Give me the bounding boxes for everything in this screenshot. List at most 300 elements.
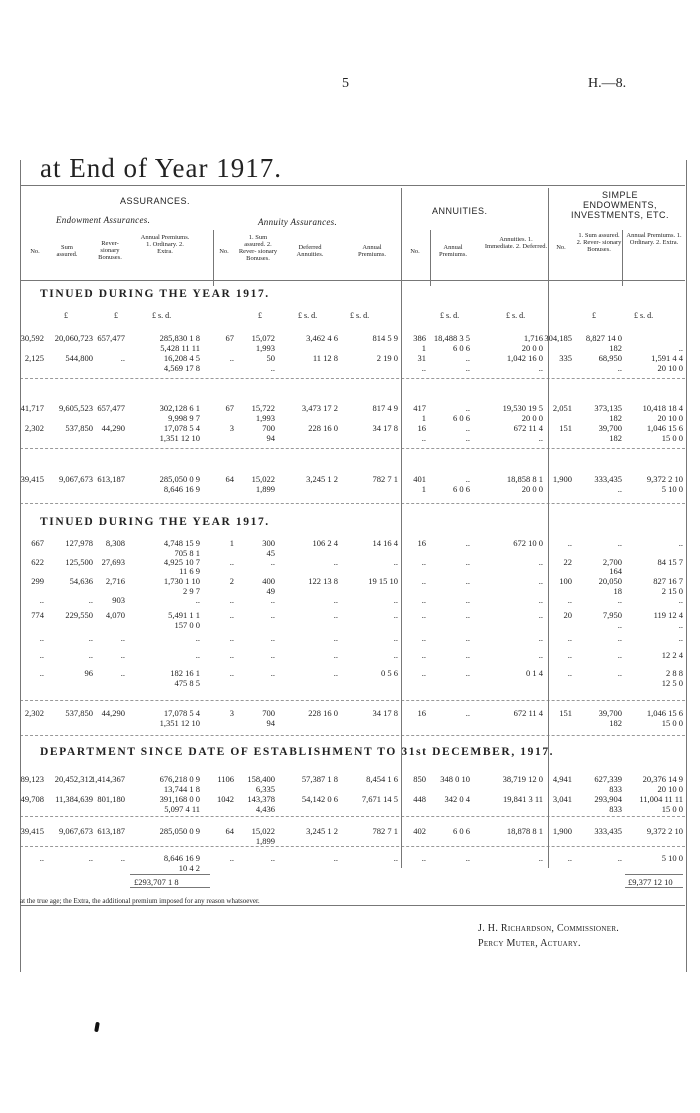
table-cell: 16 <box>417 423 426 433</box>
total-rule <box>625 874 683 875</box>
table-cell: 782 7 1 <box>372 826 398 836</box>
table-cell: .. <box>270 595 275 605</box>
table-cell: 18 <box>613 586 622 596</box>
table-cell: 127,978 <box>65 538 93 548</box>
table-cell: .. <box>465 633 470 643</box>
table-cell: 34 17 8 <box>372 423 398 433</box>
table-cell: 2 <box>229 576 234 586</box>
table-cell: 15 0 0 <box>661 433 683 443</box>
table-cell: 676,218 0 9 <box>159 774 200 784</box>
table-cell: .. <box>567 538 572 548</box>
table-cell: 667 <box>31 538 44 548</box>
currency-label: £ s. d. <box>440 311 460 320</box>
table-cell: 15 0 0 <box>661 804 683 814</box>
table-cell: 164 <box>609 566 622 576</box>
table-cell: .. <box>538 433 543 443</box>
table-cell: 373,135 <box>594 403 622 413</box>
table-cell: 8,827 14 0 <box>585 333 622 343</box>
table-cell: .. <box>465 403 470 413</box>
table-cell: .. <box>567 668 572 678</box>
table-cell: 20,376 14 9 <box>642 774 683 784</box>
table-cell: 9,372 2 10 <box>646 474 683 484</box>
col-annual-premiums-simple: Annual Premiums. 1. Ordinary. 2. Extra. <box>626 232 682 246</box>
total-left: £293,707 1 8 <box>134 877 179 887</box>
rule <box>20 735 685 736</box>
table-cell: 285,050 0 9 <box>159 474 200 484</box>
table-cell: 182 16 1 <box>170 668 200 678</box>
table-cell: .. <box>270 853 275 863</box>
table-cell: 6,335 <box>255 784 275 794</box>
table-cell: 391,168 0 0 <box>159 794 200 804</box>
rule <box>20 700 685 701</box>
table-cell: .. <box>617 363 622 373</box>
table-cell: 64 <box>225 474 234 484</box>
table-cell: 2 15 0 <box>661 586 683 596</box>
table-cell: .. <box>393 595 398 605</box>
table-cell: .. <box>678 538 683 548</box>
table-cell: 3 <box>229 708 234 718</box>
table-cell: .. <box>617 650 622 660</box>
table-cell: 700 <box>262 708 275 718</box>
table-cell: 285,050 0 9 <box>159 826 200 836</box>
table-cell: 39,415 <box>20 826 44 836</box>
table-cell: .. <box>538 595 543 605</box>
table-cell: 817 4 9 <box>372 403 398 413</box>
table-cell: .. <box>270 363 275 373</box>
table-cell: .. <box>465 650 470 660</box>
column-divider <box>622 230 623 286</box>
table-cell: .. <box>538 633 543 643</box>
table-cell: 1106 <box>217 774 234 784</box>
rule <box>20 185 685 186</box>
table-cell: 50 <box>266 353 275 363</box>
table-cell: 39,700 <box>598 708 622 718</box>
table-cell: .. <box>421 363 426 373</box>
total-rule <box>130 874 210 875</box>
table-cell: 627,339 <box>594 774 622 784</box>
table-cell: .. <box>567 853 572 863</box>
table-cell: 8,308 <box>105 538 125 548</box>
table-cell: .. <box>39 853 44 863</box>
table-cell: .. <box>421 853 426 863</box>
rule <box>20 905 685 906</box>
currency-label: £ <box>64 311 68 320</box>
table-cell: 3,462 4 6 <box>306 333 338 343</box>
table-cell: .. <box>195 595 200 605</box>
table-cell: 2 8 8 <box>666 668 683 678</box>
table-cell: 672 10 0 <box>513 538 543 548</box>
table-cell: 1,900 <box>552 474 572 484</box>
table-cell: .. <box>465 474 470 484</box>
table-cell: 30,592 <box>20 333 44 343</box>
table-cell: 57,387 1 8 <box>301 774 338 784</box>
table-cell: .. <box>617 538 622 548</box>
total-rule <box>625 887 683 888</box>
table-cell: .. <box>270 610 275 620</box>
table-cell: 3,041 <box>552 794 572 804</box>
table-cell: .. <box>617 484 622 494</box>
table-cell: .. <box>393 610 398 620</box>
table-cell: 8,646 16 9 <box>163 484 200 494</box>
table-cell: 94 <box>266 718 275 728</box>
border-line <box>20 160 21 972</box>
table-cell: .. <box>270 650 275 660</box>
table-cell: 6 0 6 <box>453 484 470 494</box>
table-cell: 16,208 4 5 <box>163 353 200 363</box>
table-cell: 34 17 8 <box>372 708 398 718</box>
currency-label: £ <box>258 311 262 320</box>
table-cell: 17,078 5 4 <box>163 708 200 718</box>
table-cell: 20 <box>563 610 572 620</box>
table-cell: 67 <box>225 403 234 413</box>
table-cell: 44,290 <box>101 423 125 433</box>
table-cell: 1 <box>229 538 234 548</box>
table-cell: .. <box>333 668 338 678</box>
header-assurances: ASSURANCES. <box>120 196 191 206</box>
table-cell: 0 1 4 <box>526 668 543 678</box>
table-cell: 106 2 4 <box>312 538 338 548</box>
table-cell: .. <box>465 423 470 433</box>
table-cell: 49,708 <box>20 794 44 804</box>
table-cell: 537,850 <box>65 708 93 718</box>
table-cell: 7,671 14 5 <box>361 794 398 804</box>
rule <box>20 846 685 847</box>
table-cell: .. <box>617 620 622 630</box>
table-cell: .. <box>333 853 338 863</box>
col-annual-premiums-annuities: Annual Premiums. <box>439 244 467 258</box>
table-cell: .. <box>421 557 426 567</box>
table-cell: 3 <box>229 423 234 433</box>
table-cell: 6 0 6 <box>453 826 470 836</box>
table-cell: .. <box>229 650 234 660</box>
table-cell: 386 <box>413 333 426 343</box>
table-cell: .. <box>270 633 275 643</box>
table-cell: 657,477 <box>97 333 125 343</box>
table-cell: .. <box>538 650 543 660</box>
table-cell: .. <box>333 633 338 643</box>
table-cell: 4,941 <box>552 774 572 784</box>
currency-label: £ <box>592 311 596 320</box>
table-cell: 1,046 15 6 <box>646 423 683 433</box>
table-cell: .. <box>465 538 470 548</box>
table-cell: 20 0 0 <box>521 413 543 423</box>
ink-mark <box>94 1022 100 1033</box>
table-cell: 10 4 2 <box>178 863 200 873</box>
table-cell: .. <box>465 353 470 363</box>
table-cell: 20 0 0 <box>521 484 543 494</box>
signature-actuary: Percy Muter, Actuary. <box>478 938 581 949</box>
page-title: at End of Year 1917. <box>40 153 282 183</box>
currency-label: £ s. d. <box>350 311 370 320</box>
table-cell: 4,070 <box>105 610 125 620</box>
table-cell: 9,605,523 <box>59 403 93 413</box>
table-cell: .. <box>120 633 125 643</box>
table-cell: 9,372 2 10 <box>646 826 683 836</box>
table-cell: .. <box>120 650 125 660</box>
table-cell: .. <box>229 610 234 620</box>
table-cell: 6 0 6 <box>453 413 470 423</box>
table-cell: 1,993 <box>255 413 275 423</box>
col-annuities: Annuities. 1. Immediate. 2. Deferred. <box>484 236 548 250</box>
table-cell: .. <box>393 633 398 643</box>
table-cell: 27,693 <box>101 557 125 567</box>
table-cell: 705 8 1 <box>174 548 200 558</box>
table-cell: 182 <box>609 343 622 353</box>
table-cell: 2,051 <box>552 403 572 413</box>
table-cell: 4,748 15 9 <box>163 538 200 548</box>
border-line <box>686 160 687 972</box>
table-cell: .. <box>538 557 543 567</box>
table-cell: .. <box>567 650 572 660</box>
table-cell: 613,187 <box>97 474 125 484</box>
table-cell: .. <box>567 595 572 605</box>
table-cell: .. <box>88 650 93 660</box>
table-cell: 801,180 <box>97 794 125 804</box>
table-cell: 5,428 11 11 <box>160 343 200 353</box>
table-cell: 833 <box>609 804 622 814</box>
table-cell: 1,351 12 10 <box>159 718 200 728</box>
table-cell: 15 0 0 <box>661 718 683 728</box>
table-cell: .. <box>333 650 338 660</box>
table-cell: .. <box>678 620 683 630</box>
table-cell: 1 <box>421 413 426 423</box>
table-cell: 4,436 <box>255 804 275 814</box>
table-cell: 100 <box>559 576 572 586</box>
table-cell: 2,302 <box>24 423 44 433</box>
table-cell: .. <box>229 595 234 605</box>
section-heading: DEPARTMENT SINCE DATE OF ESTABLISHMENT TO 31st DECEMBER, 1917. <box>40 746 555 758</box>
table-cell: 229,550 <box>65 610 93 620</box>
table-cell: 20,060,723 <box>54 333 93 343</box>
table-cell: .. <box>229 853 234 863</box>
table-cell: 5,491 1 1 <box>168 610 200 620</box>
col-no-simple: No. <box>556 244 566 251</box>
table-cell: .. <box>88 595 93 605</box>
table-cell: .. <box>333 595 338 605</box>
table-cell: 228 16 0 <box>308 423 338 433</box>
table-cell: 16 <box>417 538 426 548</box>
table-cell: .. <box>465 668 470 678</box>
table-cell: 67 <box>225 333 234 343</box>
table-cell: .. <box>39 668 44 678</box>
table-cell: .. <box>421 668 426 678</box>
table-cell: .. <box>678 633 683 643</box>
table-cell: .. <box>465 363 470 373</box>
table-cell: 19,530 19 5 <box>502 403 543 413</box>
table-cell: 13,744 1 8 <box>163 784 200 794</box>
table-cell: 827 16 7 <box>653 576 683 586</box>
table-cell: 39,415 <box>20 474 44 484</box>
page-number: 5 <box>342 76 349 91</box>
table-cell: .. <box>538 363 543 373</box>
table-cell: .. <box>88 853 93 863</box>
table-cell: .. <box>465 610 470 620</box>
table-cell: 151 <box>559 423 572 433</box>
table-cell: 11,004 11 11 <box>639 794 683 804</box>
col-annual-premiums-annuity: Annual Premiums. <box>358 244 386 258</box>
col-no-annuities: No. <box>410 248 420 255</box>
table-cell: .. <box>538 610 543 620</box>
table-cell: .. <box>678 595 683 605</box>
table-cell: 850 <box>413 774 426 784</box>
table-cell: 49 <box>266 586 275 596</box>
table-cell: 1,730 1 10 <box>163 576 200 586</box>
total-rule <box>130 887 210 888</box>
table-cell: 1,414,367 <box>91 774 125 784</box>
table-cell: 20 10 0 <box>657 413 683 423</box>
table-cell: .. <box>678 343 683 353</box>
table-cell: .. <box>120 668 125 678</box>
table-cell: 475 8 5 <box>174 678 200 688</box>
header-annuities: ANNUITIES. <box>432 206 488 216</box>
table-cell: 22 <box>563 557 572 567</box>
table-cell: 10,418 18 4 <box>642 403 683 413</box>
table-cell: 182 <box>609 413 622 423</box>
table-cell: 417 <box>413 403 426 413</box>
table-cell: .. <box>39 650 44 660</box>
table-cell: .. <box>229 668 234 678</box>
table-cell: 15,022 <box>251 474 275 484</box>
table-cell: 2,125 <box>24 353 44 363</box>
table-cell: .. <box>617 853 622 863</box>
currency-label: £ s. d. <box>152 311 172 320</box>
col-sum-assured-annuity: 1. Sum assured. 2. Rever- sionary Bonuses. <box>238 234 278 262</box>
col-no: No. <box>30 248 40 255</box>
rule <box>20 816 685 817</box>
table-cell: .. <box>465 433 470 443</box>
table-cell: 19 15 10 <box>368 576 398 586</box>
table-cell: 12 5 0 <box>661 678 683 688</box>
table-cell: .. <box>538 576 543 586</box>
table-cell: .. <box>617 595 622 605</box>
table-cell: 11 12 8 <box>312 353 338 363</box>
table-cell: .. <box>567 633 572 643</box>
table-cell: 182 <box>609 718 622 728</box>
table-cell: 41,717 <box>20 403 44 413</box>
table-cell: 4,925 10 7 <box>163 557 200 567</box>
rule <box>20 503 685 504</box>
table-cell: 622 <box>31 557 44 567</box>
table-cell: 833 <box>609 784 622 794</box>
table-cell: 84 15 7 <box>657 557 683 567</box>
table-cell: 302,128 6 1 <box>159 403 200 413</box>
currency-label: £ <box>114 311 118 320</box>
table-cell: 44,290 <box>101 708 125 718</box>
table-cell: 20 0 0 <box>521 343 543 353</box>
footnote: at the true age; the Extra, the additional premium imposed for any reason whatsoever. <box>20 897 260 905</box>
table-cell: 68,950 <box>598 353 622 363</box>
header-endowment-assurances: Endowment Assurances. <box>56 215 151 225</box>
table-cell: .. <box>229 353 234 363</box>
table-cell: .. <box>270 668 275 678</box>
rule <box>20 280 685 281</box>
column-divider <box>548 188 549 868</box>
table-cell: 20,452,312 <box>54 774 93 784</box>
table-cell: 18,858 8 1 <box>506 474 543 484</box>
table-cell: .. <box>617 668 622 678</box>
table-cell: 5,097 4 11 <box>164 804 200 814</box>
table-cell: 1042 <box>217 794 234 804</box>
table-cell: .. <box>393 557 398 567</box>
table-cell: 0 5 6 <box>381 668 398 678</box>
table-cell: 657,477 <box>97 403 125 413</box>
table-cell: .. <box>421 595 426 605</box>
currency-label: £ s. d. <box>506 311 526 320</box>
col-annual-premiums: Annual Premiums. 1. Ordinary. 2. Extra. <box>140 234 190 255</box>
table-cell: 2,302 <box>24 708 44 718</box>
table-cell: 38,719 12 0 <box>502 774 543 784</box>
table-cell: .. <box>465 595 470 605</box>
table-cell: 119 12 4 <box>653 610 683 620</box>
rule <box>20 448 685 449</box>
table-cell: .. <box>465 708 470 718</box>
table-cell: 342 0 4 <box>444 794 470 804</box>
table-cell: .. <box>421 633 426 643</box>
table-cell: 158,400 <box>247 774 275 784</box>
table-cell: 1,046 15 6 <box>646 708 683 718</box>
table-cell: 8,454 1 6 <box>366 774 398 784</box>
table-cell: 11,384,639 <box>55 794 93 804</box>
column-divider <box>401 188 402 868</box>
table-cell: 814 5 9 <box>372 333 398 343</box>
table-cell: 4,569 17 8 <box>163 363 200 373</box>
table-cell: 5 10 0 <box>661 853 683 863</box>
table-cell: 2,716 <box>105 576 125 586</box>
table-cell: 299 <box>31 576 44 586</box>
table-cell: .. <box>465 853 470 863</box>
table-cell: .. <box>39 595 44 605</box>
table-cell: .. <box>393 650 398 660</box>
table-cell: .. <box>538 853 543 863</box>
table-cell: 672 11 4 <box>513 708 543 718</box>
table-cell: .. <box>421 610 426 620</box>
table-cell: 304,185 <box>544 333 572 343</box>
table-cell: 3,245 1 2 <box>306 826 338 836</box>
table-cell: 8,646 16 9 <box>163 853 200 863</box>
table-cell: 1,900 <box>552 826 572 836</box>
table-cell: 19,841 3 11 <box>502 794 543 804</box>
table-cell: 1 <box>421 343 426 353</box>
table-cell: .. <box>229 633 234 643</box>
table-cell: 782 7 1 <box>372 474 398 484</box>
table-cell: .. <box>270 557 275 567</box>
table-cell: 15,072 <box>251 333 275 343</box>
table-cell: 5 10 0 <box>661 484 683 494</box>
table-cell: .. <box>617 633 622 643</box>
table-cell: 15,022 <box>251 826 275 836</box>
table-cell: .. <box>333 610 338 620</box>
table-cell: .. <box>465 576 470 586</box>
table-cell: 3,245 1 2 <box>306 474 338 484</box>
table-cell: 151 <box>559 708 572 718</box>
table-cell: 2 19 0 <box>376 353 398 363</box>
table-cell: 285,830 1 8 <box>159 333 200 343</box>
col-sum-assured-simple: 1. Sum assured. 2. Rever- sionary Bonuses. <box>576 232 622 253</box>
table-cell: 16 <box>417 708 426 718</box>
table-cell: 9,067,673 <box>59 474 93 484</box>
table-cell: .. <box>88 633 93 643</box>
col-reversionary-bonuses: Rever- sionary Bonuses. <box>98 240 122 261</box>
table-cell: 544,800 <box>65 353 93 363</box>
col-no-annuity: No. <box>219 248 229 255</box>
table-cell: 1,351 12 10 <box>159 433 200 443</box>
table-cell: 11 6 9 <box>179 566 200 576</box>
total-right: £9,377 12 10 <box>628 877 673 887</box>
table-cell: 1,716 <box>523 333 543 343</box>
table-cell: .. <box>465 557 470 567</box>
table-cell: 157 0 0 <box>174 620 200 630</box>
column-divider <box>430 230 431 286</box>
